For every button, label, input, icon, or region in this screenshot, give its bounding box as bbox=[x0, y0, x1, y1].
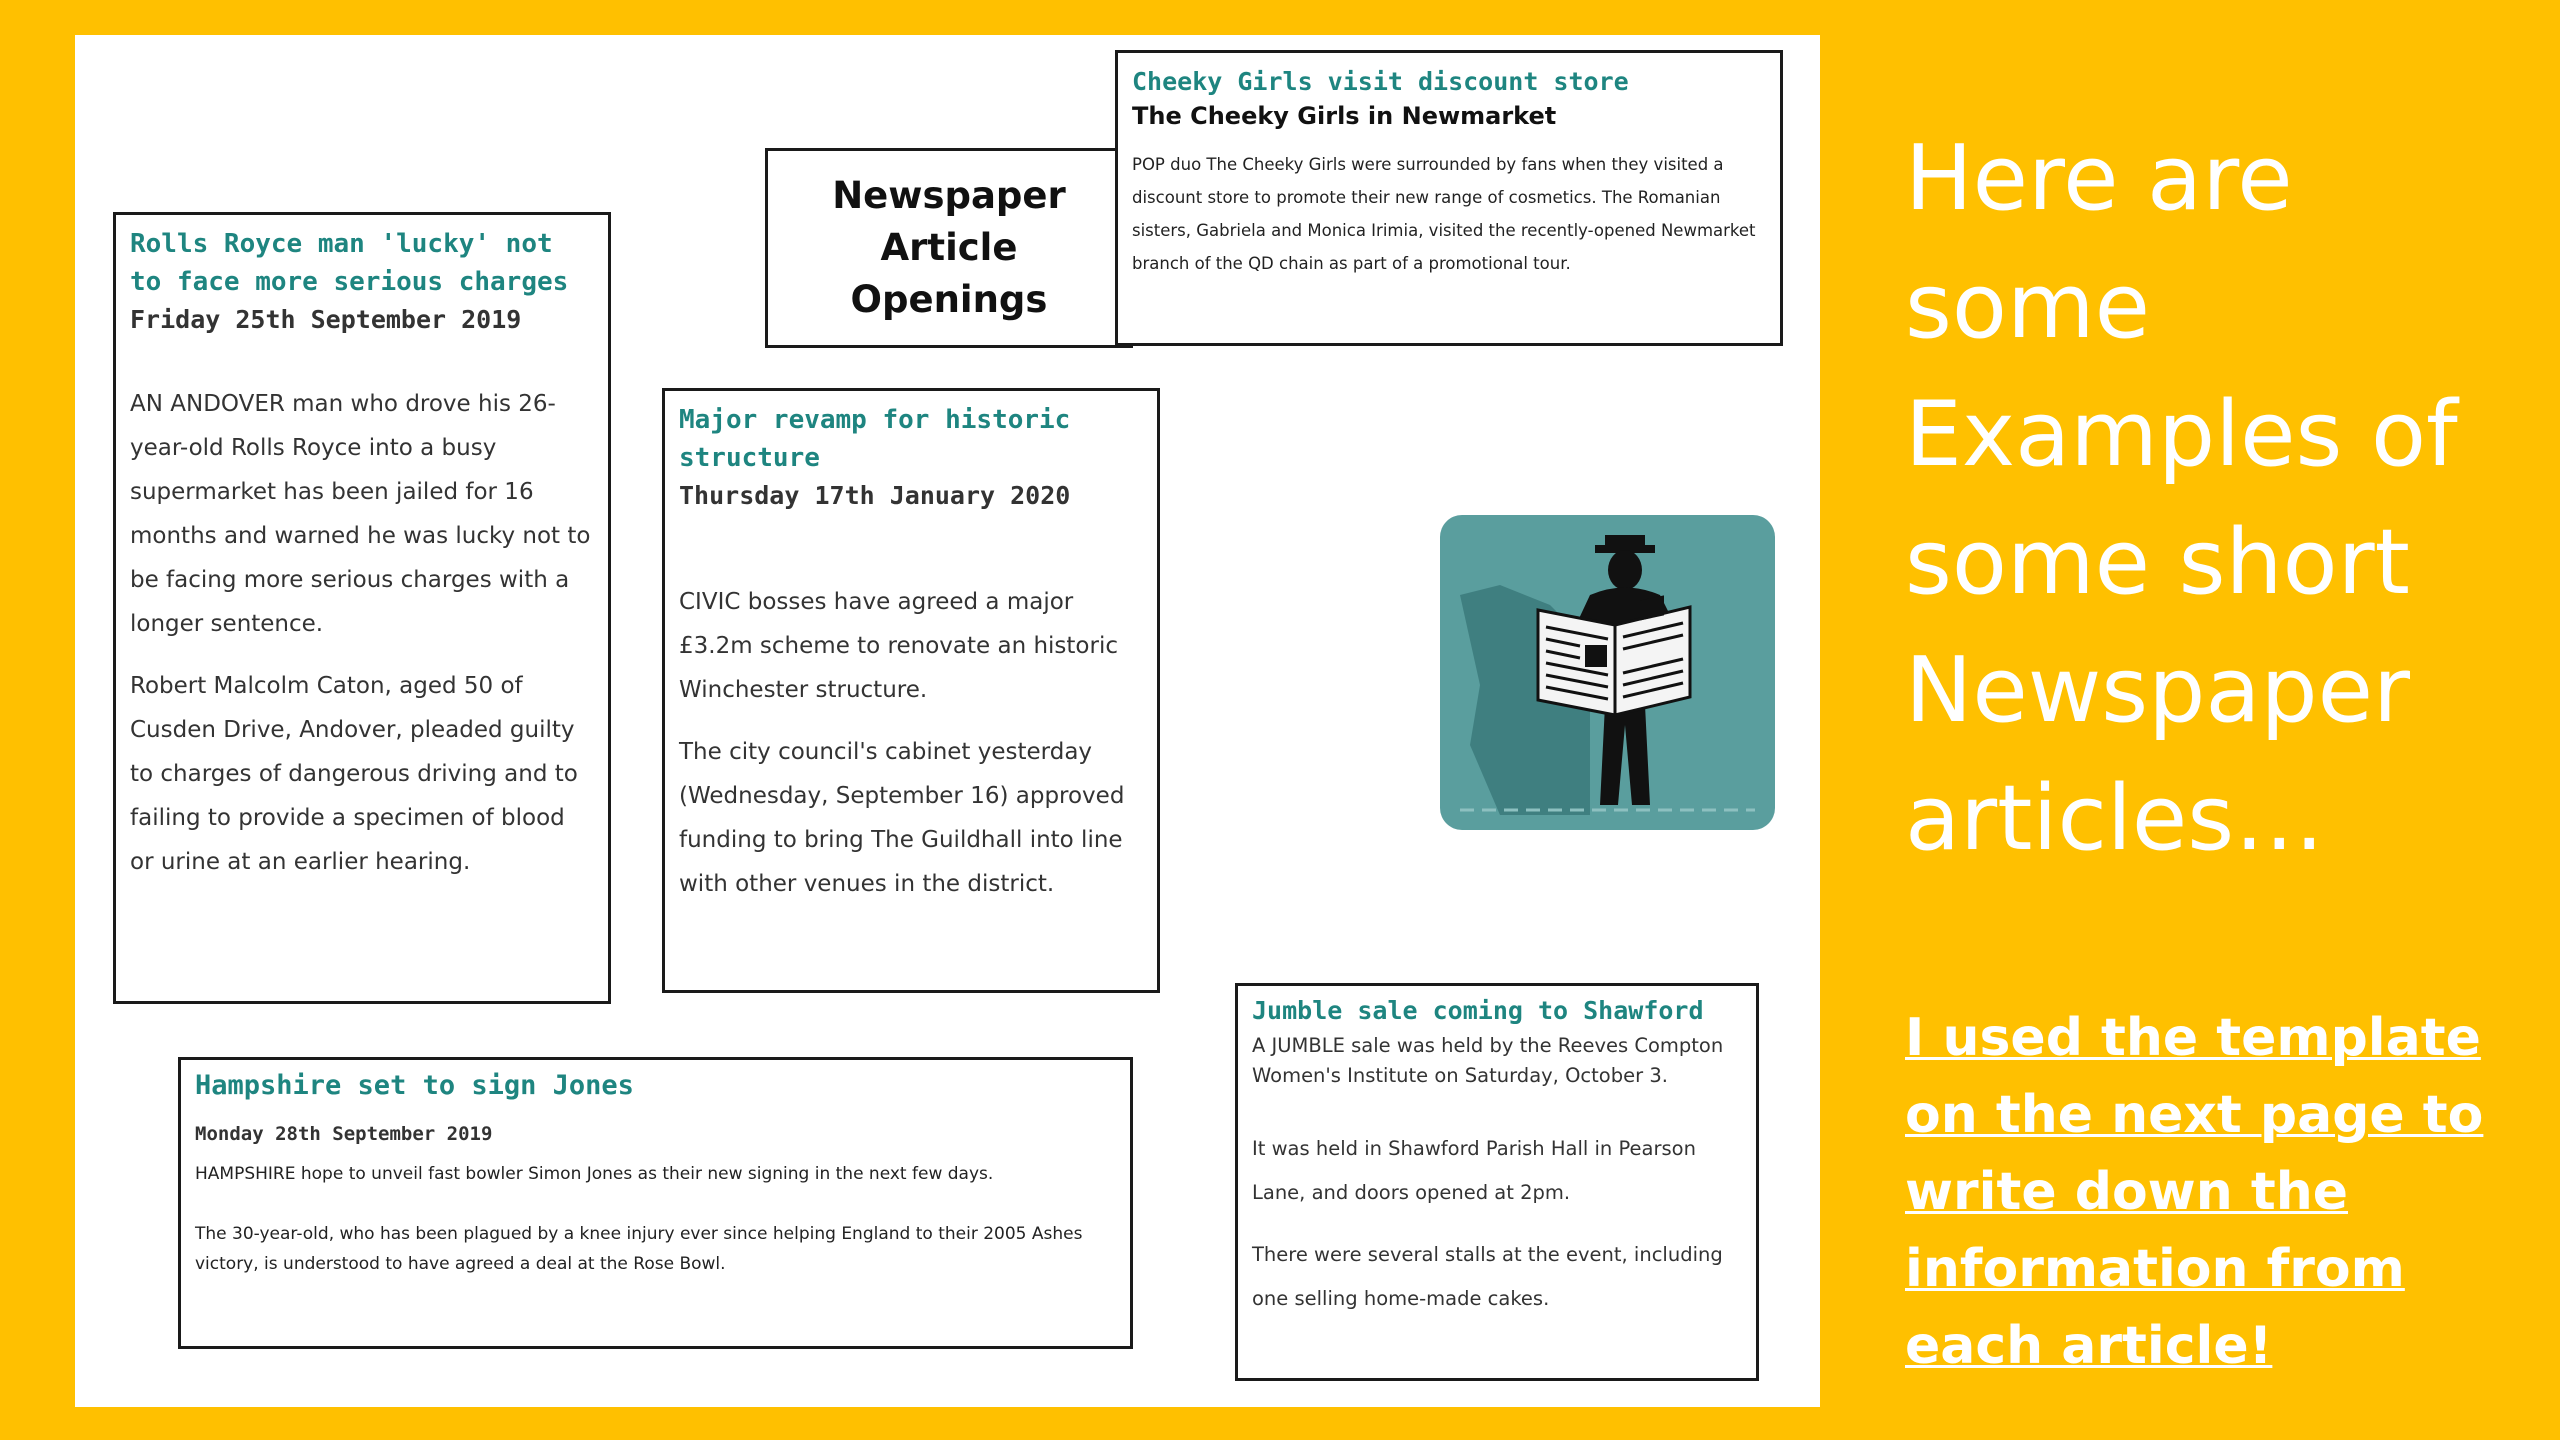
article-headline: Major revamp for historic structure bbox=[679, 405, 1071, 473]
title-line: Article bbox=[880, 226, 1018, 269]
article-body bbox=[679, 580, 1143, 906]
article-subheading: The Cheeky Girls in Newmarket bbox=[1132, 102, 1557, 130]
article-paragraph: The 30-year-old, who has been plagued by a knee injury ever since helping England to their 2005 Ashes victory, is understood to have agreed a deal at the Rose Bowl. bbox=[195, 1224, 1083, 1274]
article-headline: Rolls Royce man 'lucky' not to face more serious charges bbox=[130, 229, 569, 297]
article-headline: Cheeky Girls visit discount store bbox=[1132, 67, 1629, 96]
title-box bbox=[765, 148, 1133, 348]
article-headline: Jumble sale coming to Shawford bbox=[1252, 996, 1704, 1025]
article-hampshire bbox=[178, 1057, 1133, 1349]
article-rolls-royce bbox=[113, 212, 611, 1004]
article-headline: Hampshire set to sign Jones bbox=[195, 1070, 634, 1101]
template-note: I used the template on the next page to write down the information from each article! bbox=[1905, 1008, 2484, 1376]
article-paragraph: A JUMBLE sale was held by the Reeves Compton Women's Institute on Saturday, October 3. bbox=[1252, 1034, 1724, 1087]
article-paragraph: The city council's cabinet yesterday (Wednesday, September 16) approved funding to bring The Guildhall into line with other venues in the district. bbox=[679, 739, 1125, 897]
slide-content-panel bbox=[75, 35, 1820, 1407]
article-paragraph: AN ANDOVER man who drove his 26-year-old Rolls Royce into a busy supermarket has been jailed for 16 months and warned he was lucky not to be facing more serious charges with a longer sentence. bbox=[130, 391, 591, 637]
article-paragraph: Robert Malcolm Caton, aged 50 of Cusden Drive, Andover, pleaded guilty to charges of dangerous driving and to failing to provide a specimen of blood or urine at an earlier hearing. bbox=[130, 673, 578, 875]
article-paragraph: There were several stalls at the event, including one selling home-made cakes. bbox=[1252, 1243, 1723, 1310]
article-paragraph: CIVIC bosses have agreed a major £3.2m scheme to renovate an historic Winchester structure. bbox=[679, 589, 1118, 703]
article-date: Thursday 17th January 2020 bbox=[679, 481, 1071, 510]
title-line: Openings bbox=[850, 278, 1048, 321]
article-paragraph: It was held in Shawford Parish Hall in Pearson Lane, and doors opened at 2pm. bbox=[1252, 1137, 1696, 1204]
title-line: Newspaper bbox=[832, 174, 1066, 217]
man-reading-newspaper-icon bbox=[1440, 515, 1775, 830]
article-cheeky-girls bbox=[1115, 50, 1783, 346]
article-major-revamp bbox=[662, 388, 1160, 993]
article-body bbox=[130, 382, 594, 884]
article-jumble-sale bbox=[1235, 983, 1759, 1381]
article-body bbox=[1252, 1031, 1742, 1321]
slide-heading: Here are some Examples of some short Newspaper articles… bbox=[1905, 126, 2458, 871]
article-date: Friday 25th September 2019 bbox=[130, 305, 522, 334]
article-paragraph: HAMPSHIRE hope to unveil fast bowler Simon Jones as their new signing in the next few days. bbox=[195, 1164, 994, 1184]
article-body bbox=[195, 1159, 1116, 1279]
article-body: POP duo The Cheeky Girls were surrounded by fans when they visited a discount store to promote their new range of cosmetics. The Romanian sisters, Gabriela and Monica Irimia, visited the recently-opened Newmarket branch of the QD chain as part of a promotional tour. bbox=[1132, 155, 1756, 273]
article-date: Monday 28th September 2019 bbox=[195, 1123, 493, 1145]
